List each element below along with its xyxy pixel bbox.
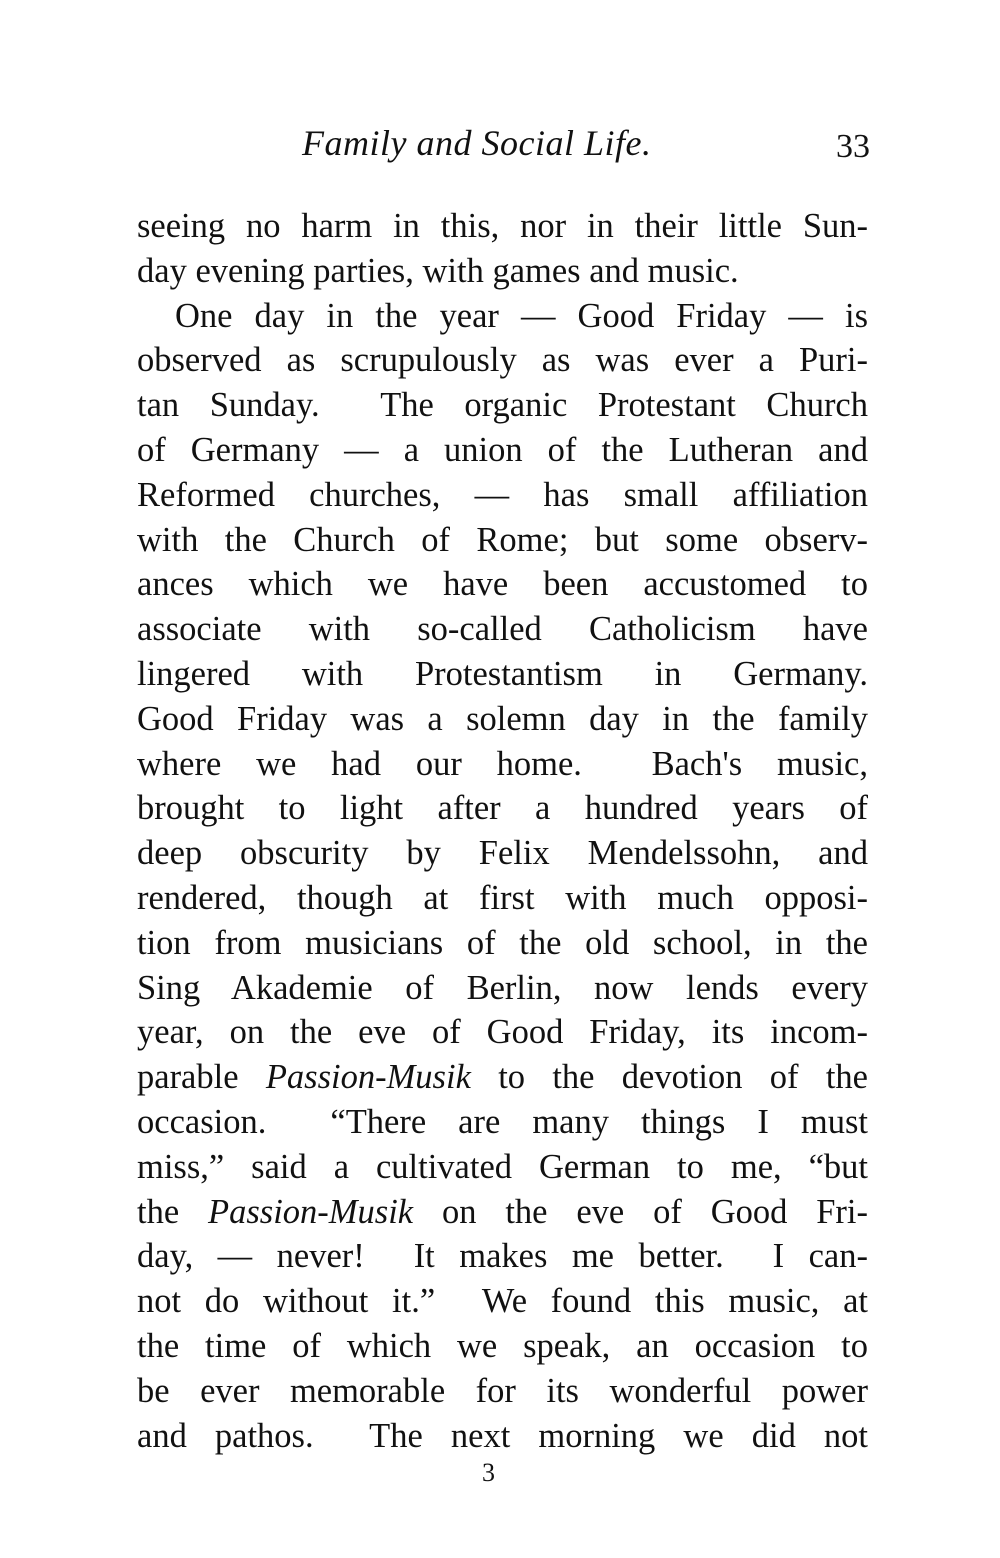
text-line [137,1279,868,1324]
text-line [137,697,868,742]
text-line [137,876,868,921]
text-segment: where we had our home. Bach's music, [137,744,868,783]
text-line [137,383,868,428]
text-segment: of Germany — a union of the Lutheran and [137,430,868,469]
text-segment: tion from musicians of the old school, in the [137,923,868,962]
text-segment: occasion. “There are many things I must [137,1102,868,1141]
text-line [137,1190,868,1235]
italic-title: Passion-Musik [208,1192,414,1231]
text-segment: and pathos. The next morning we did not [137,1416,868,1455]
text-segment: not do without it.” We found this music, at [137,1282,868,1321]
signature-mark: 3 [482,1458,495,1487]
text-segment: Reformed churches, — has small affiliation [137,475,868,514]
text-line [137,607,868,652]
running-header [137,122,870,172]
text-line [137,742,868,787]
text-line [137,1234,868,1279]
text-segment: the [137,1192,209,1231]
text-segment: year, on the eve of Good Friday, its incom- [137,1013,868,1052]
text-segment: associate with so-called Catholicism have [137,610,868,649]
text-segment: on the eve of Good Fri- [413,1192,868,1231]
text-line [137,921,868,966]
text-line [137,1145,868,1190]
text-segment: deep obscurity by Felix Mendelssohn, and [137,834,868,873]
text-segment: the time of which we speak, an occasion to [137,1326,868,1365]
text-segment: miss,” said a cultivated German to me, “but [137,1147,868,1186]
text-line [137,786,868,831]
text-line [137,1010,868,1055]
text-segment: observed as scrupulously as was ever a Puri- [137,341,868,380]
text-segment: rendered, though at first with much opposi- [137,878,868,917]
italic-title: Passion-Musik [265,1058,471,1097]
body-text [137,204,868,1458]
text-segment: One day in the year — Good Friday — is [175,296,868,335]
text-segment: tan Sunday. The organic Protestant Church [137,386,868,425]
text-line [137,1369,868,1414]
text-line [137,428,868,473]
text-segment: Good Friday was a solemn day in the family [137,699,868,738]
text-segment: be ever memorable for its wonderful power [137,1371,868,1410]
text-segment: parable [137,1058,266,1097]
text-segment: ances which we have been accustomed to [137,565,868,604]
text-line [137,652,868,697]
text-line [137,831,868,876]
text-line [137,1414,868,1459]
text-segment: seeing no harm in this, nor in their little Sun- [137,207,868,245]
text-line [137,204,868,249]
text-segment: lingered with Protestantism in Germany. [137,654,868,693]
page-number: 33 [836,128,870,165]
text-line [137,1324,868,1369]
text-line [137,1100,868,1145]
text-segment: day evening parties, with games and music. [137,251,739,290]
text-line [137,473,868,518]
text-line [137,338,868,383]
text-line [137,294,868,339]
text-line [137,249,868,294]
text-segment: day, — never! It makes me better. I can- [137,1237,868,1276]
text-segment: brought to light after a hundred years of [137,789,868,828]
text-line [137,562,868,607]
running-title: Family and Social Life. [302,123,652,163]
text-line [137,518,868,563]
text-line [137,1055,868,1100]
text-line [137,966,868,1011]
text-segment: Sing Akademie of Berlin, now lends every [137,968,868,1007]
text-segment: to the devotion of the [470,1058,868,1097]
text-segment: with the Church of Rome; but some observ- [137,520,868,559]
